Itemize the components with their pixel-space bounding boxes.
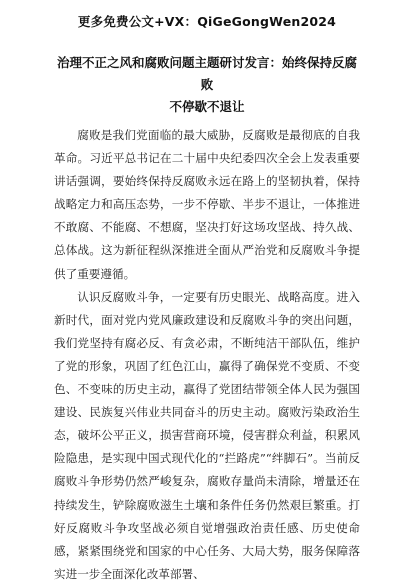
promo-header: 更多免费公文+VX：QiGeGongWen2024 [77, 14, 337, 29]
body-paragraph-1: 腐败是我们党面临的最大威胁，反腐败是最彻底的自我革命。习近平总书记在二十届中央纪委四次全会上发表重要讲话强调，要始终保持反腐败永远在路上的坚韧执着，保持战略定力和高压态势，一步不停歇、半步不退让，一体推进不敢腐、不能腐、不想腐，坚决打好这场攻坚战、持久战、总体战。这为新征程纵深推进全面从严治党和反腐败斗争提供了重要遵循。 [54, 128, 360, 281]
document-title [54, 52, 360, 118]
title-line-2: 不停歇不退让 [169, 99, 245, 114]
title-line-1: 治理不正之风和腐败问题主题研讨发言：始终保持反腐败 [56, 55, 357, 92]
body-paragraph-2: 认识反腐败斗争，一定要有历史眼光、战略高度。进入新时代，面对党内党风廉政建设和反腐败斗争的突出问题，我们党坚持有腐必反、有贪必肃，不断纯洁干部队伍，维护了党的形象，巩固了红色江山，赢得了确保党不变质、不变色、不变味的历史主动，赢得了党团结带领全体人民为强国建设、民族复兴伟业共同奋斗的历史主动。腐败污染政治生态，破坏公平正义，损害营商环境，侵害群众利益，积累风险隐患，是实现中国式现代化的“拦路虎”“绊脚石”。当前反腐败斗争形势仍然严峻复杂，腐败存量尚未清除，增量还在持续发生，铲除腐败滋生土壤和条件任务仍然艰巨繁重。打好反腐败斗争攻坚战必须自觉增强政治责任感、历史使命感，紧紧围绕党和国家的中心任务、大局大势，服务保障落实进一步全面深化改革部署、 [54, 289, 360, 581]
